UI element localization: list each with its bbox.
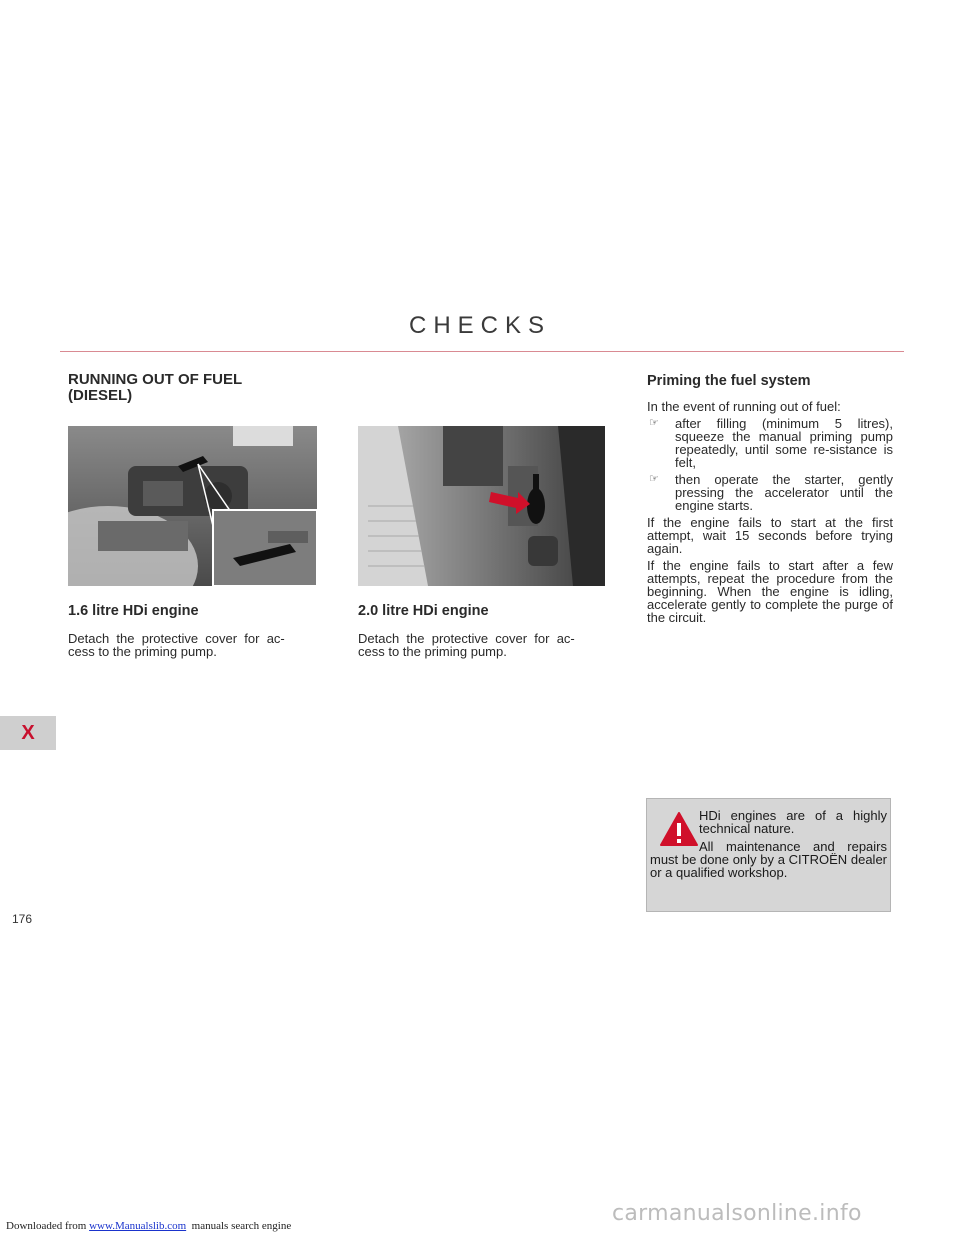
engine-bay-illustration	[68, 426, 317, 586]
title-divider	[60, 351, 904, 352]
bullet-text: then operate the starter, gently pressing the accelerator until the engine starts.	[675, 472, 893, 513]
engine-photo-1-6	[68, 426, 317, 586]
pointing-hand-icon: ☞	[649, 473, 659, 485]
warning-line2: All maintenance and repairs must be done only by a CITROËN dealer or a qualified workshop.	[650, 839, 887, 880]
list-item	[647, 417, 893, 469]
watermark: carmanualsonline.info	[612, 1201, 862, 1226]
bullet-text: after filling (minimum 5 litres), squeeze the manual priming pump repeatedly, until some re-sistance is felt,	[675, 416, 893, 470]
engine-2-0-body-line2: cess to the priming pump.	[358, 644, 507, 659]
warning-box	[646, 798, 891, 912]
warning-line1: HDi engines are of a highly technical nature.	[699, 808, 887, 836]
chapter-tab: X	[0, 716, 56, 750]
priming-para2: If the engine fails to start after a few attempts, repeat the procedure from the beginning. When the engine is idling, accelerate gently to complete the purge of the circuit.	[647, 558, 893, 625]
footer-suffix: manuals search engine	[186, 1220, 292, 1232]
section-heading-line1: RUNNING OUT OF FUEL	[68, 371, 243, 388]
footer	[6, 1220, 291, 1232]
page-title: CHECKS	[408, 312, 552, 339]
pointing-hand-icon: ☞	[649, 417, 659, 429]
engine-2-0-body-line1: Detach the protective cover for ac-	[358, 631, 575, 646]
engine-1-6-body-line2: cess to the priming pump.	[68, 644, 217, 659]
engine-2-0-body	[358, 632, 608, 658]
list-item	[647, 473, 893, 512]
engine-bay-illustration	[358, 426, 605, 586]
engine-1-6-body	[68, 632, 318, 658]
priming-intro: In the event of running out of fuel:	[647, 399, 841, 414]
priming-body	[647, 400, 893, 628]
engine-2-0-heading: 2.0 litre HDi engine	[358, 603, 489, 619]
engine-1-6-heading: 1.6 litre HDi engine	[68, 603, 199, 619]
priming-para1: If the engine fails to start at the first attempt, wait 15 seconds before trying again.	[647, 515, 893, 556]
section-heading-line2: (DIESEL)	[68, 387, 133, 404]
priming-heading: Priming the fuel system	[647, 373, 811, 389]
footer-prefix: Downloaded from	[6, 1220, 90, 1232]
manualslib-link[interactable]: www.Manualslib.com	[89, 1220, 187, 1232]
section-heading	[68, 372, 318, 404]
engine-1-6-body-line1: Detach the protective cover for ac-	[68, 631, 285, 646]
page-number: 176	[12, 912, 33, 926]
engine-photo-2-0	[358, 426, 605, 586]
